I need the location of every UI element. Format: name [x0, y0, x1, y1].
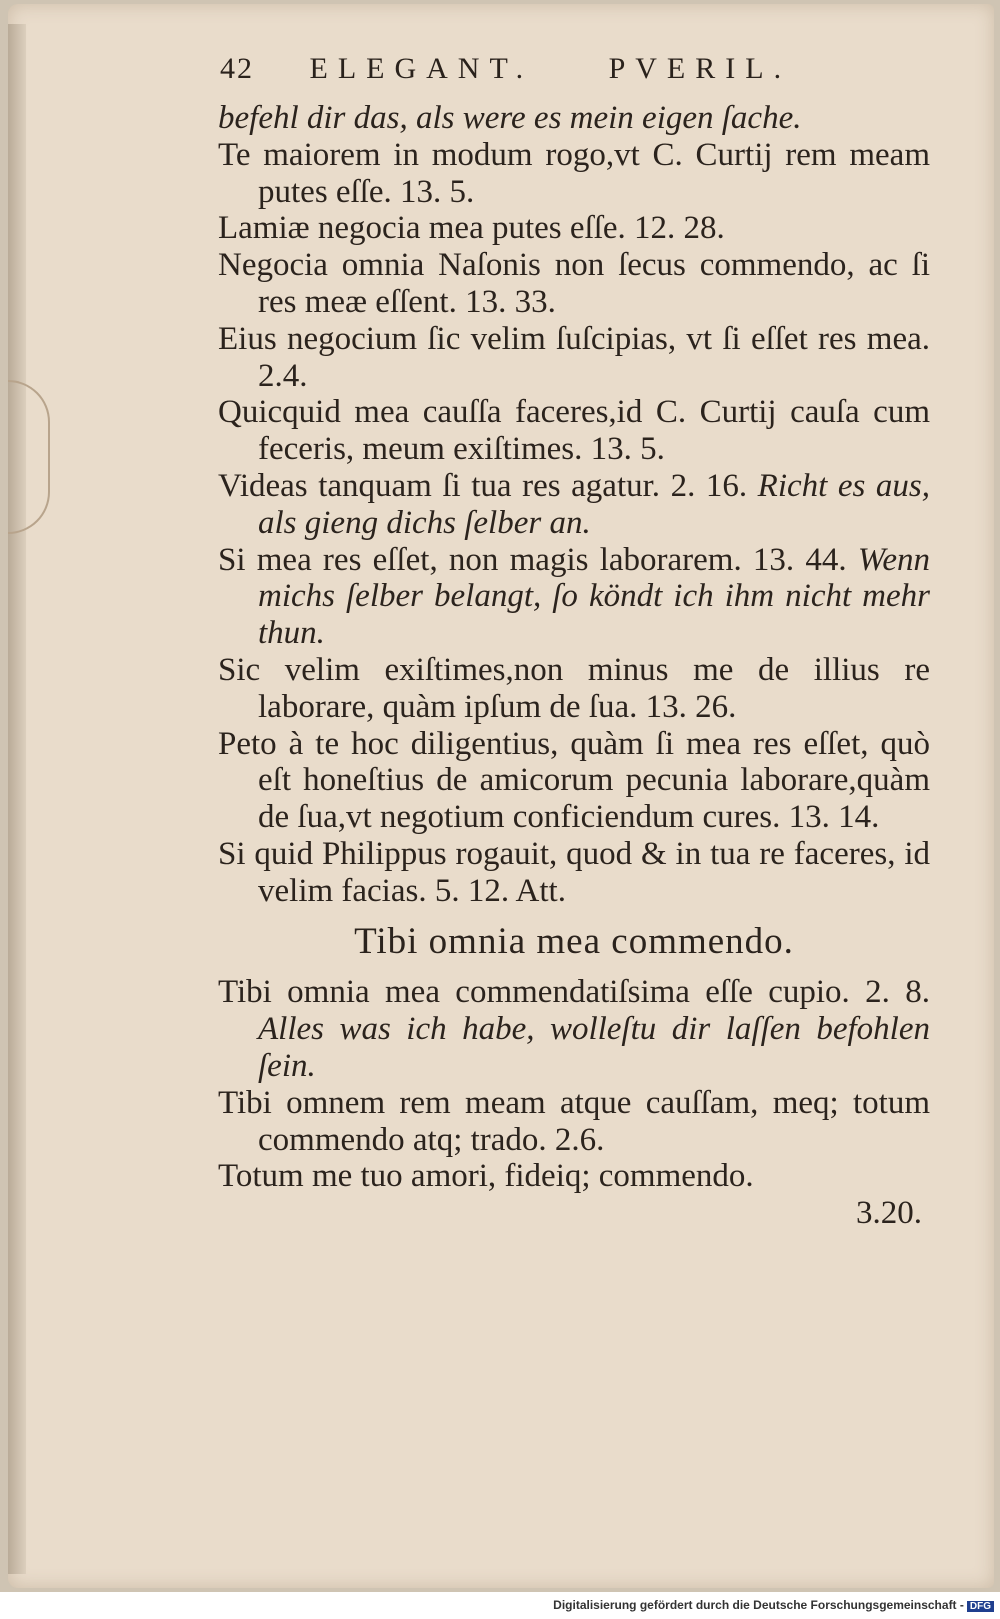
entry-7 [218, 542, 930, 652]
entry-10 [218, 836, 930, 910]
section-heading: Tibi omnia mea commendo. [354, 920, 794, 962]
entry-13 [218, 1158, 930, 1195]
running-head [220, 52, 920, 92]
latin-phrase: Quicquid mea cauſſa faceres,id C. Curtij cauſa cum feceris, meum exiſtimes. 13. 5. [218, 394, 930, 468]
running-title-left: ELEGANT. [309, 52, 534, 85]
entry-0 [218, 100, 930, 137]
entry-11 [218, 974, 930, 1084]
latin-phrase: Totum me tuo amori, fideiq; commendo. [218, 1158, 754, 1195]
running-title-right: PVERIL. [608, 52, 792, 85]
latin-phrase: Negocia omnia Naſonis non ſecus commendo, ac ſi res meæ eſſent. 13. 33. [218, 247, 930, 320]
latin-phrase: Si mea res eſſet, non magis laborarem. 13. 44. [218, 541, 847, 578]
latin-phrase: Lamiæ negocia mea putes eſſe. 12. 28. [218, 210, 725, 247]
german-gloss: Richt es aus, als gieng dichs ſelber an. [258, 467, 930, 541]
entry-2 [218, 210, 930, 247]
entry-9 [218, 726, 930, 836]
entry-5 [218, 394, 930, 468]
latin-phrase: Tibi omnem rem meam atque cauſſam, meq; totum commendo atq; trado. 2.6. [218, 1084, 930, 1158]
latin-phrase: Videas tanquam ſi tua res agatur. 2. 16. [218, 467, 748, 504]
dfg-logo: DFG [967, 1601, 994, 1612]
page-number: 42 [220, 52, 254, 85]
entry-4 [218, 321, 930, 395]
latin-phrase: Eius negocium ſic velim ſuſcipias, vt ſi eſſet res mea. 2.4. [218, 320, 930, 394]
entry-3 [218, 247, 930, 321]
clasp-mark [8, 380, 50, 534]
digitization-footer [553, 1598, 994, 1612]
german-gloss: Wenn michs ſelber belangt, ſo köndt ich ihm nicht mehr thun. [258, 541, 930, 652]
entry-8 [218, 652, 930, 726]
latin-phrase: Te maiorem in modum rogo,vt C. Curtij rem meam putes eſſe. 13. 5. [218, 136, 930, 210]
footer-text: Digitalisierung gefördert durch die Deutsche Forschungsgemeinschaft - [553, 1598, 964, 1612]
entry-1 [218, 137, 930, 211]
latin-phrase: Peto à te hoc diligentius, quàm ſi mea res eſſet, quò eſt honeſtius de amicorum pecunia laborare,quàm de ſua,vt negotium conficiendum cures. 13. 14. [218, 725, 930, 836]
entry-6 [218, 468, 930, 542]
latin-phrase: Tibi omnia mea commendatiſsima eſſe cupio. 2. 8. [218, 974, 930, 1011]
latin-phrase: Si quid Philippus rogauit, quod & in tua re faceres, id velim facias. 5. 12. Att. [218, 835, 930, 909]
german-gloss: befehl dir das, als were es mein eigen ſache. [218, 100, 802, 136]
page-body [218, 100, 930, 1232]
final-reference: 3.20. [856, 1195, 922, 1232]
latin-phrase: Sic velim exiſtimes,non minus me de illius re laborare, quàm ipſum de ſua. 13. 26. [218, 651, 930, 725]
page-gutter [8, 24, 26, 1574]
entry-12 [218, 1085, 930, 1159]
german-gloss: Alles was ich habe, wolleſtu dir laſſen befohlen ſein. [258, 1011, 930, 1084]
